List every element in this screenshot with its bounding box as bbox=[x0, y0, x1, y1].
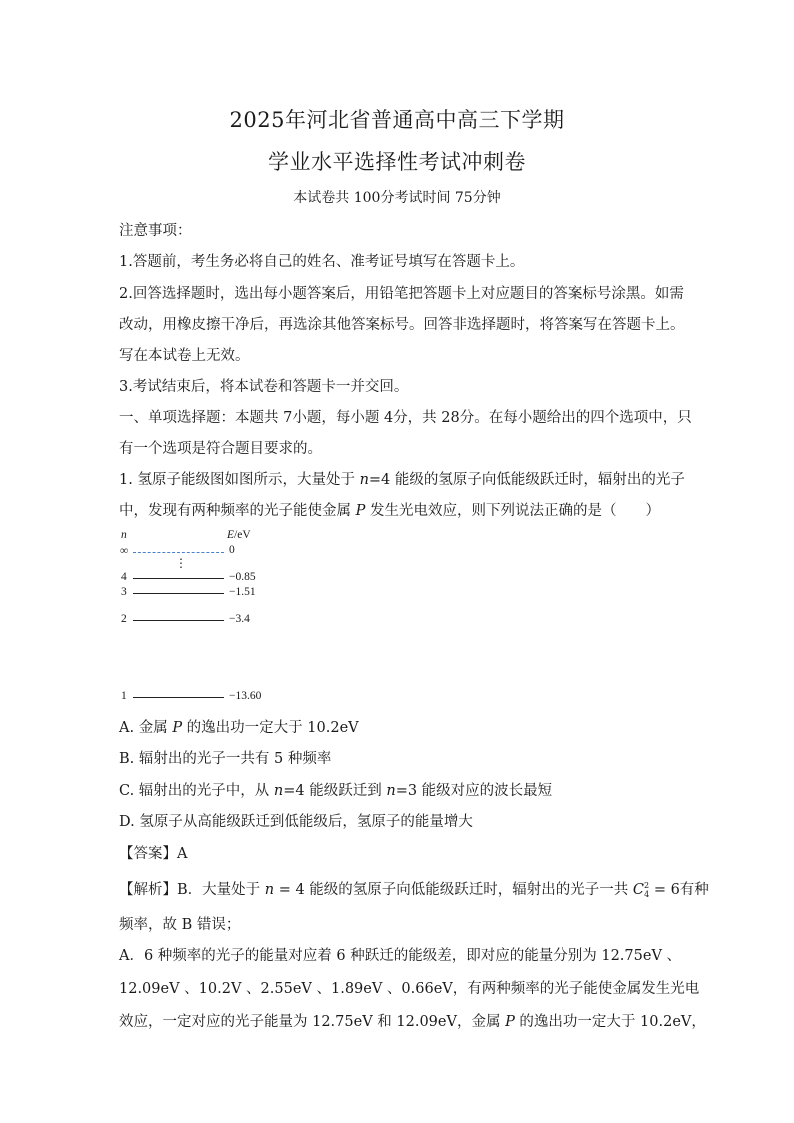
analysis-line1: 【解析】B．大量处于 n = 4 能级的氢原子向低能级跃迁时，辐射出的光子一共 $C^2_4 = 6$有种 bbox=[119, 881, 709, 899]
level-line-4 bbox=[133, 578, 224, 579]
level-label-4: 4 bbox=[121, 571, 127, 583]
note-item-2-line3: 写在本试卷上无效。 bbox=[119, 348, 250, 364]
ellipsis-dots: ⋮ bbox=[175, 556, 187, 570]
level-line-3 bbox=[133, 593, 224, 594]
analysis-line4: 12.09eV 、10.2V 、2.55eV 、1.89eV 、0.66eV，有两种频率的光子能使金属发生光电 bbox=[119, 981, 700, 997]
axis-label-n: n bbox=[121, 529, 127, 541]
option-c: C. 辐射出的光子中，从 n=4 能级跃迁到 n=3 能级对应的波长最短 bbox=[119, 783, 553, 799]
level-label-inf: ∞ bbox=[120, 545, 129, 557]
level-line-2 bbox=[133, 620, 224, 621]
level-label-1: 1 bbox=[121, 690, 127, 702]
exam-info: 本试卷共 100分考试时间 75分钟 bbox=[293, 190, 501, 206]
level-line-inf bbox=[133, 552, 224, 553]
question-1-line2: 中，发现有两种频率的光子能使金属 P 发生光电效应，则下列说法正确的是（ ） bbox=[119, 503, 660, 519]
option-b: B. 辐射出的光子一共有 5 种频率 bbox=[119, 751, 332, 767]
analysis-line2: 频率，故 B 错误； bbox=[119, 917, 241, 933]
question-1-line1: 1. 氢原子能级图如图所示，大量处于 n=4 能级的氢原子向低能级跃迁时，辐射出的光子 bbox=[119, 472, 685, 488]
level-line-1 bbox=[133, 697, 224, 698]
level-energy-2: −3.4 bbox=[229, 613, 250, 625]
note-item-1: 1.答题前，考生务必将自己的姓名、准考证号填写在答题卡上。 bbox=[119, 254, 525, 270]
note-item-2-line1: 2.回答选择题时，选出每小题答案后，用铅笔把答题卡上对应题目的答案标号涂黑。如需 bbox=[119, 286, 684, 302]
level-energy-inf: 0 bbox=[229, 544, 235, 556]
section-heading-line1: 一、单项选择题：本题共 7小题，每小题 4分，共 28分。在每小题给出的四个选项中，只 bbox=[119, 410, 692, 426]
analysis-line3: A．6 种频率的光子的能量对应着 6 种跃迁的能级差，即对应的能量分别为 12.75eV 、 bbox=[119, 948, 682, 964]
note-item-3: 3.考试结束后，将本试卷和答题卡一并交回。 bbox=[119, 379, 409, 395]
option-a: A. 金属 P 的逸出功一定大于 10.2eV bbox=[119, 720, 359, 736]
level-energy-1: −13.60 bbox=[229, 690, 262, 702]
level-label-2: 2 bbox=[121, 613, 127, 625]
note-item-2-line2: 改动，用橡皮擦干净后，再选涂其他答案标号。回答非选择题时，将答案写在答题卡上。 bbox=[119, 317, 685, 333]
analysis-line5: 效应，一定对应的光子能量为 12.75eV 和 12.09eV，金属 P 的逸出功一定大于 10.2eV， bbox=[119, 1014, 706, 1030]
section-heading-line2: 有一个选项是符合题目要求的。 bbox=[119, 441, 322, 457]
option-d: D. 氢原子从高能级跃迁到低能级后，氢原子的能量增大 bbox=[119, 814, 473, 830]
notes-heading: 注意事项： bbox=[119, 223, 192, 239]
level-energy-4: −0.85 bbox=[229, 571, 256, 583]
axis-label-energy: E/eV bbox=[227, 529, 251, 541]
level-energy-3: −1.51 bbox=[229, 586, 256, 598]
level-label-3: 3 bbox=[121, 586, 127, 598]
exam-title-line2: 学业水平选择性考试冲刺卷 bbox=[268, 150, 526, 174]
answer-label: 【答案】A bbox=[119, 846, 188, 862]
exam-title-line1: 2025年河北省普通高中高三下学期 bbox=[229, 108, 565, 132]
